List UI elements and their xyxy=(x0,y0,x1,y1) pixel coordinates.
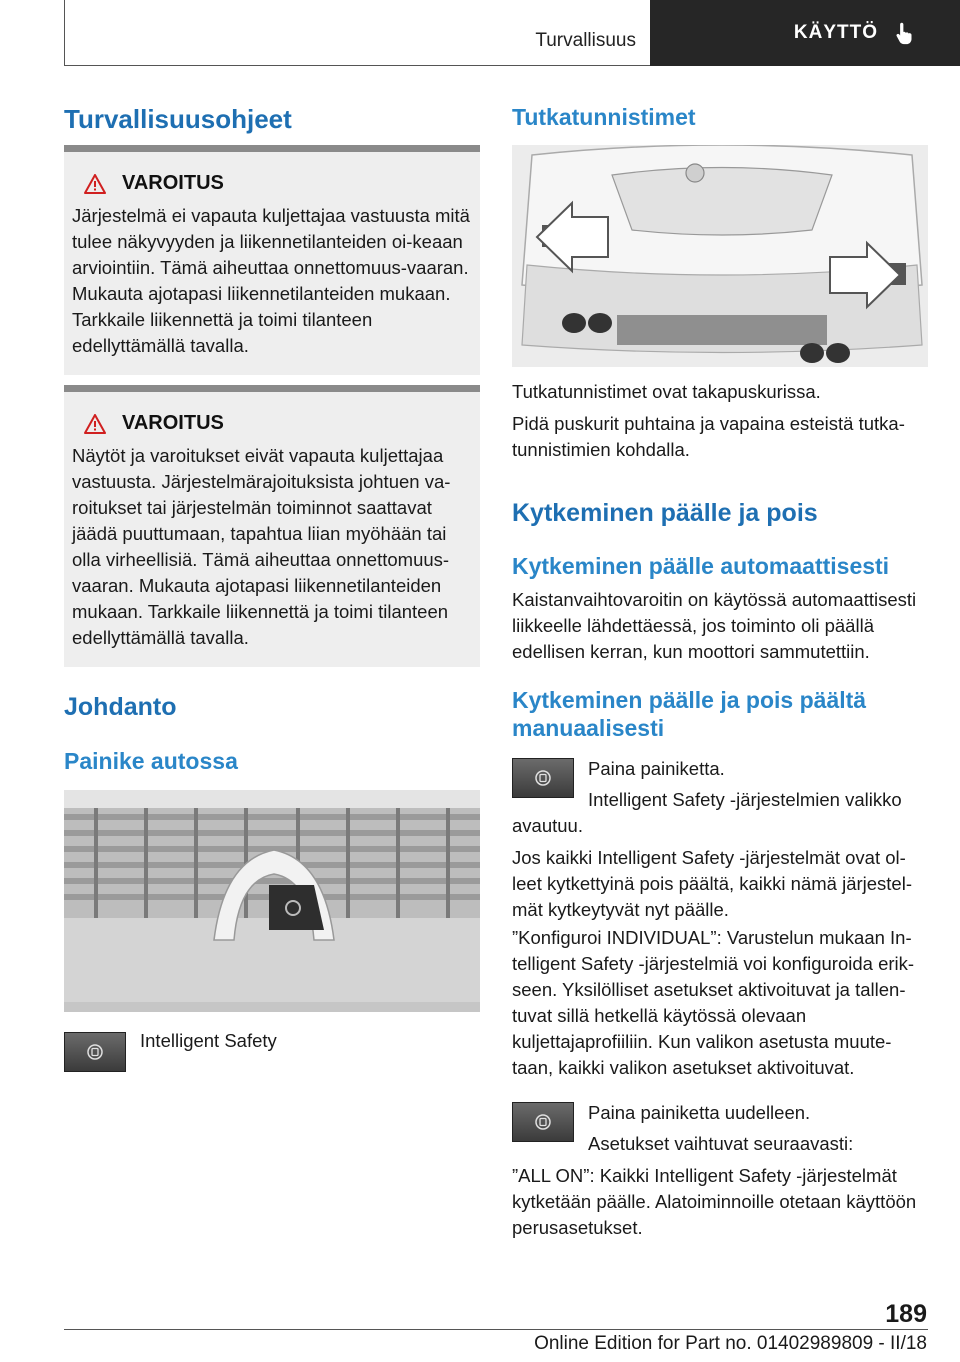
all-off-paragraph: Jos kaikki Intelligent Safety -järjestelmät ovat ol-leet kytkettyinä pois päältä, kaikki nämä järjestel-mät kytkeytyvät nyt päälle. xyxy=(512,847,912,920)
auto-on-paragraph: Kaistanvaihtovaroitin on käytössä automaattisesti liikkeelle lähdettäessä, jos toiminto oli päällä edellisen kerran, kun moottori sammutettiin. xyxy=(512,589,917,662)
warning-text-2: Näytöt ja varoitukset eivät vapauta kuljettajaa vastuusta. Järjestelmärajoituksista johtuen va-roitukset tai järjestelmän toiminnot saattavat jäädä puuttumaan, tapahtua liian myöhään tai olla virheellisiä. Tämä aiheuttaa onnettomuus-vaaran. Mukauta ajotapasi liikennetilanteiden mukaan. Tarkkaile liikennettä ja toimi tilanteen edellyttämällä tavalla. xyxy=(72,445,451,648)
grille-illustration-svg xyxy=(64,790,480,1012)
warning-label-1: VAROITUS xyxy=(122,172,224,194)
intelligent-safety-icon xyxy=(534,769,552,787)
rear-bumper-svg xyxy=(512,145,928,367)
switch-on-off-title: Kytkeminen päälle ja pois xyxy=(512,499,818,527)
step2-line-b: Asetukset vaihtuvat seuraavasti: xyxy=(588,1133,854,1154)
header-section: Turvallisuus xyxy=(535,30,636,51)
safety-instructions-title: Turvallisuusohjeet xyxy=(64,104,292,134)
warning-box-2 xyxy=(64,385,480,667)
auto-on-title: Kytkeminen päälle automaattisesti xyxy=(512,553,890,579)
intelligent-safety-button-thumb xyxy=(64,1032,126,1072)
grille-button-illustration xyxy=(64,790,480,1012)
footer-edition: Online Edition for Part no. 01402989809 - II/18 xyxy=(534,1333,927,1354)
footer-rule xyxy=(64,1329,928,1330)
intelligent-safety-icon xyxy=(534,1113,552,1131)
pointing-hand-icon xyxy=(892,20,918,46)
header-chapter: KÄYTTÖ xyxy=(793,22,878,43)
warning-triangle-icon xyxy=(84,174,106,194)
intelligent-safety-icon xyxy=(86,1043,104,1061)
warning-triangle-icon xyxy=(84,414,106,434)
page-number: 189 xyxy=(885,1300,927,1328)
step1-line-b: Intelligent Safety -järjestelmien valikko xyxy=(588,789,902,810)
sensors-paragraph-2: Pidä puskurit puhtaina ja vapaina esteistä tutka-tunnistimien kohdalla. xyxy=(512,413,905,460)
all-on-paragraph: ”ALL ON”: Kaikki Intelligent Safety -järjestelmät kytketään päälle. Alatoiminnoille otetaan käyttöön perusasetukset. xyxy=(512,1165,917,1238)
manual-title-line-1: Kytkeminen päälle ja pois päältä xyxy=(512,687,867,713)
header-chapter-tab xyxy=(650,0,960,66)
warning-heading-2 xyxy=(72,412,472,435)
warning-label-2: VAROITUS xyxy=(122,412,224,434)
individual-paragraph: ”Konfiguroi INDIVIDUAL”: Varustelun mukaan In-telligent Safety -järjestelmiä voi konfiguroida erik-seen. Yksilölliset asetukset aktivoituvat ja tallen-tuvat sillä hetkellä käytössä olevaan kuljettajaprofiiliin. Kun valikon asetusta muute-taan, kaikki valikon asetukset aktivoituvat. xyxy=(512,927,915,1078)
rear-bumper-sensors-illustration xyxy=(512,145,928,367)
sensors-paragraph-1: Tutkatunnistimet ovat takapuskurissa. xyxy=(512,381,821,402)
button-in-car-title: Painike autossa xyxy=(64,748,238,774)
button-caption: Intelligent Safety xyxy=(140,1030,277,1051)
intro-title: Johdanto xyxy=(64,693,177,721)
warning-heading-1 xyxy=(72,172,472,195)
intelligent-safety-button-thumb-3 xyxy=(512,1102,574,1142)
step2-line-a: Paina painiketta uudelleen. xyxy=(588,1102,811,1123)
radar-sensors-title: Tutkatunnistimet xyxy=(512,104,696,130)
step1-line-a: Paina painiketta. xyxy=(588,758,725,779)
warning-box-1 xyxy=(64,145,480,375)
warning-text-1: Järjestelmä ei vapauta kuljettajaa vastuusta mitä tulee näkyvyyden ja liikennetilanteiden oi-keaan arviointiin. Tämä aiheuttaa onnettomuus-vaaran. Mukauta ajotapasi liikennetilanteiden mukaan. Tarkkaile liikennettä ja toimi tilanteen edellyttämällä tavalla. xyxy=(72,205,470,356)
step1-line-c: avautuu. xyxy=(512,815,583,836)
header-rule-bottom xyxy=(64,65,650,66)
manual-title-line-2: manuaalisesti xyxy=(512,715,665,741)
header-rule-left xyxy=(64,0,65,66)
intelligent-safety-button-thumb-2 xyxy=(512,758,574,798)
